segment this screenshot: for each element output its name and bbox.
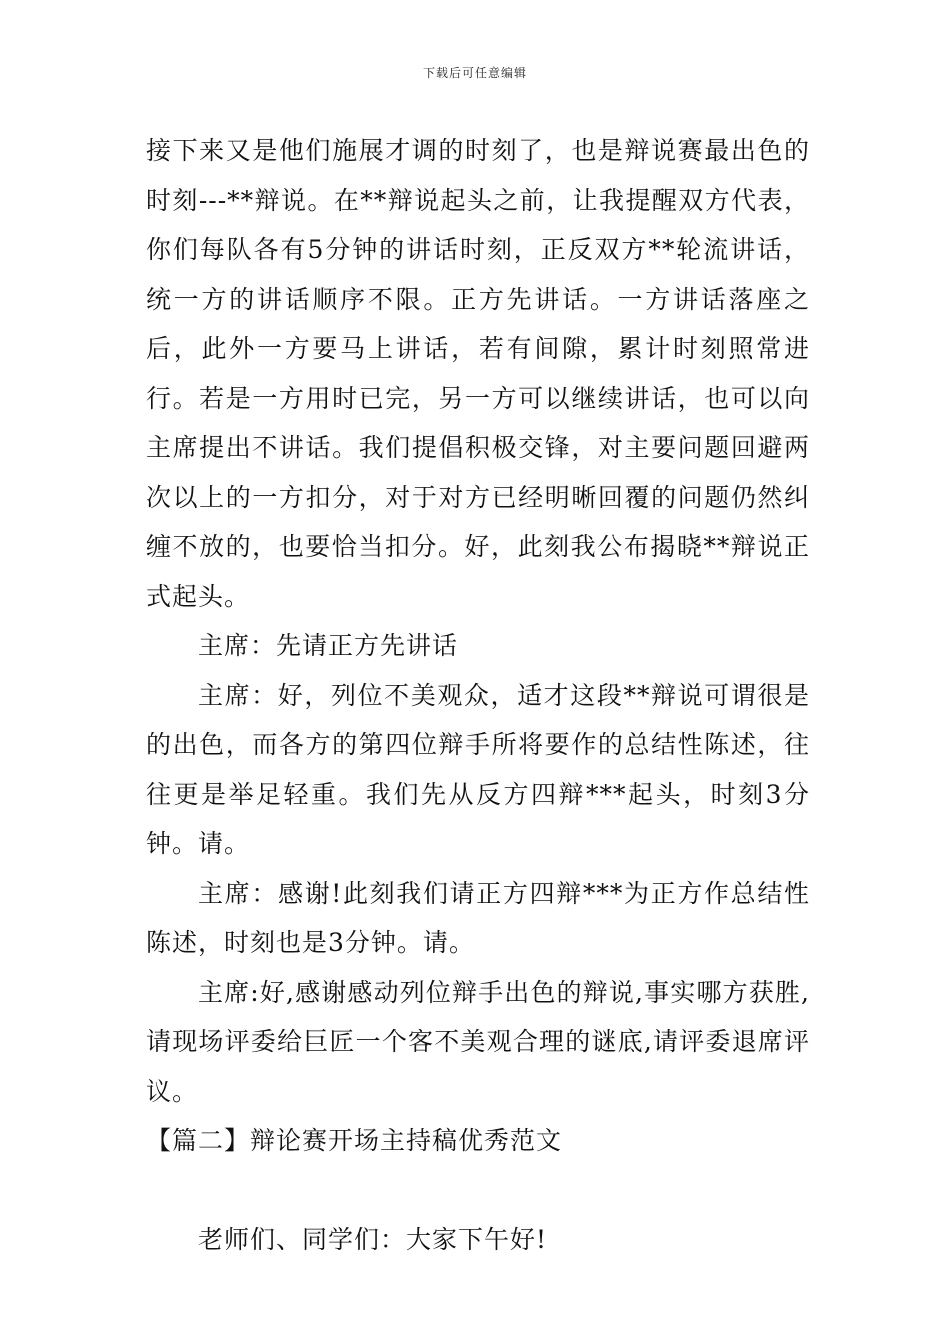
header-note: 下载后可任意编辑 (422, 66, 527, 80)
paragraph-chair-thanks: 主席：感谢!此刻我们请正方四辩***为正方作总结性陈述，时刻也是3分钟。请。 (146, 878, 810, 957)
paragraph-debate-rules: 接下来又是他们施展才调的时刻了，也是辩说赛最出色的时刻---**辩说。在**辩说起头之前，让我提醒双方代表，你们每队各有5分钟的讲话时刻，正反双方**轮流讲话，统一方的讲话顺序不限。正方先讲话。一方讲话落座之后，此外一方要马上讲话，若有间隙，累计时刻照常进行。若是一方用时已完，另一方可以继续讲话，也可以向主席提出不讲话。我们提倡积极交锋，对主要问题回避两次以上的一方扣分，对于对方已经明晰回覆的问题仍然纠缠不放的，也要恰当扣分。好，此刻我公布揭晓**辩说正式起头。 (146, 136, 810, 611)
paragraph-chair-summary-intro: 主席：好，列位不美观众，适才这段**辩说可谓很是的出色，而各方的第四位辩手所将要作的总结性陈述，往往更是举足轻重。我们先从反方四辩***起头，时刻3分钟。请。 (146, 680, 810, 858)
document-body (146, 126, 810, 1264)
blank-line (146, 1166, 810, 1215)
paragraph-greeting: 老师们、同学们：大家下午好! (198, 1224, 548, 1254)
paragraph-chair-first-speaker: 主席：先请正方先讲话 (198, 631, 459, 660)
section-heading: 【篇二】辩论赛开场主持稿优秀范文 (146, 1126, 563, 1155)
paragraph-chair-judges: 主席:好,感谢感动列位辩手出色的辩说,事实哪方获胜,请现场评委给巨匠一个客不美观合理的谜底,请评委退席评议。 (146, 977, 810, 1106)
